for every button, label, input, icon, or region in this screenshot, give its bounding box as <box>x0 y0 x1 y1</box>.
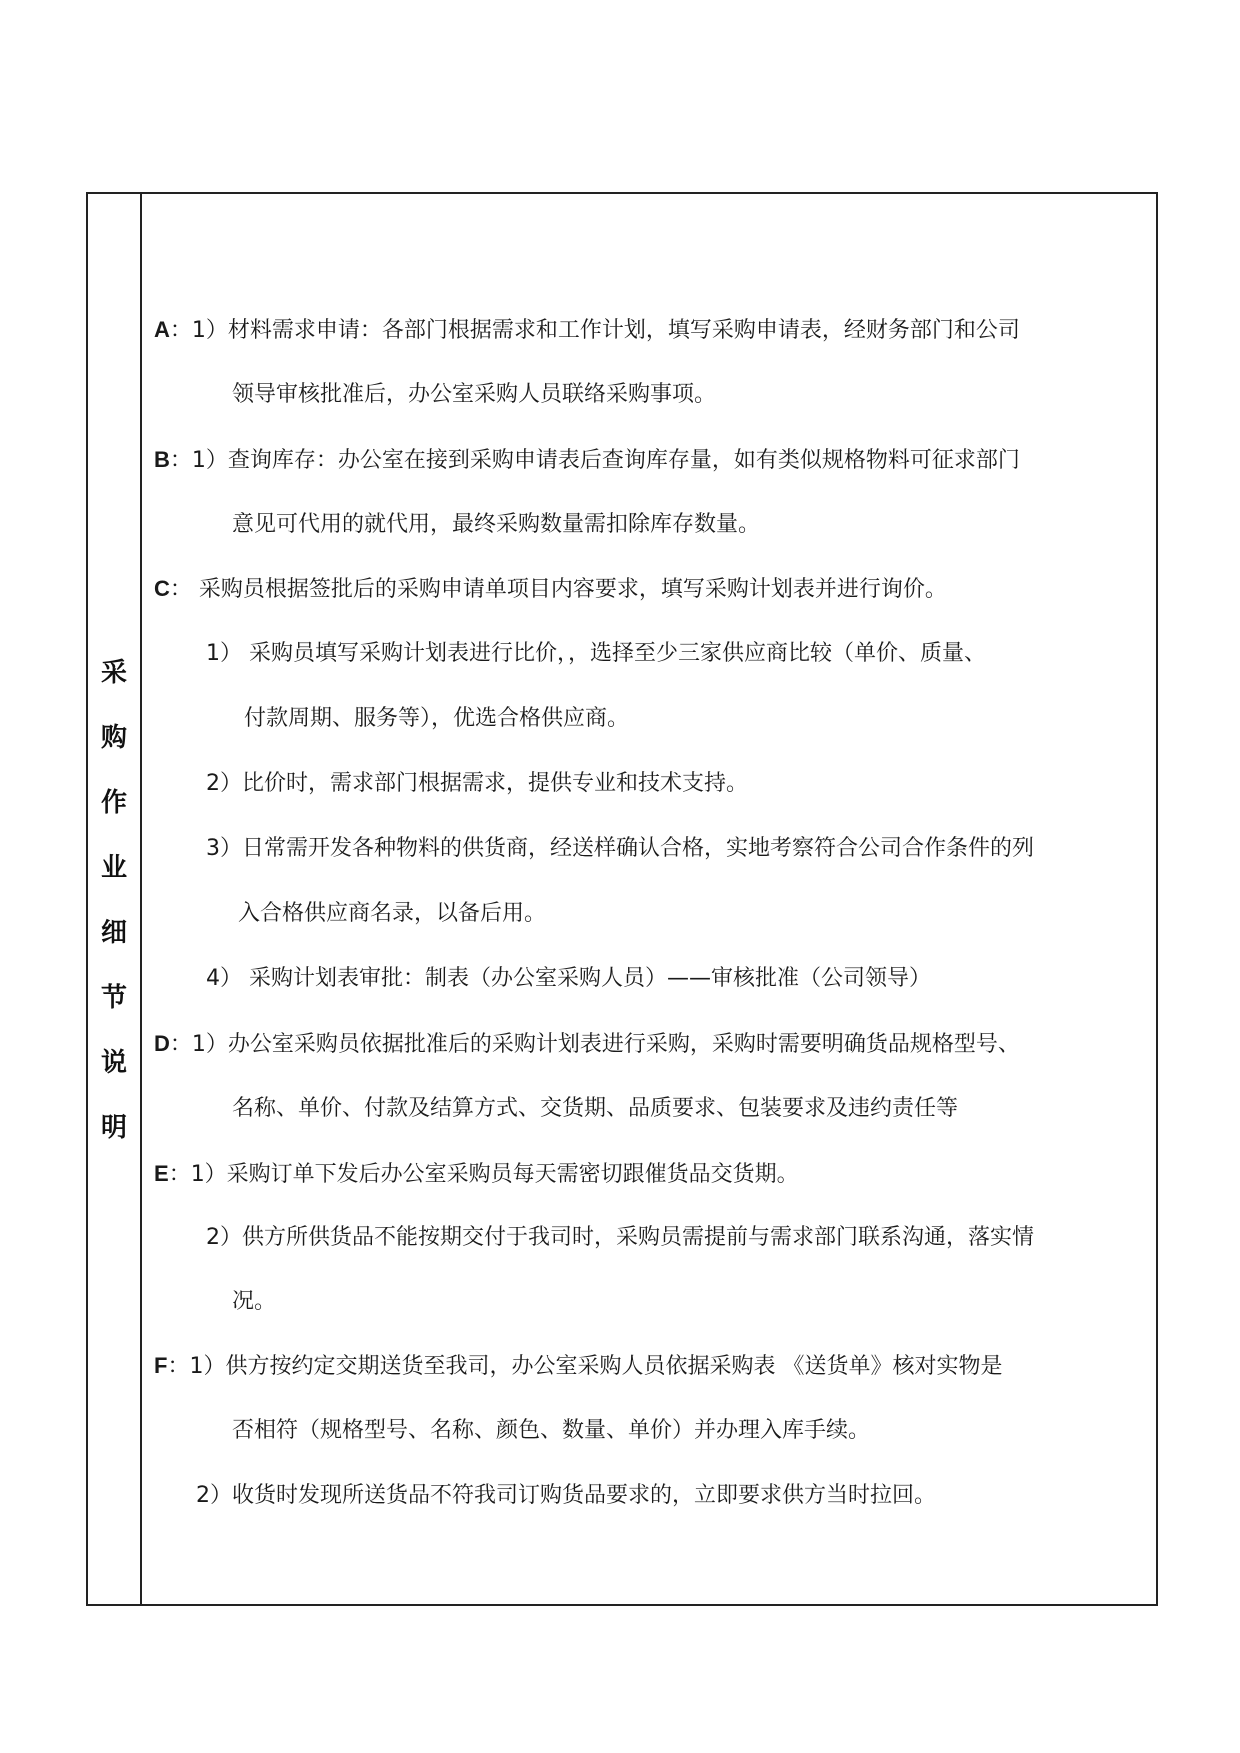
item-text: 况。 <box>232 1289 277 1314</box>
text-line <box>154 574 947 605</box>
text-line <box>206 1223 1034 1253</box>
item-letter: B <box>154 447 170 472</box>
item-text: ：1）材料需求申请：各部门根据需求和工作计划，填写采购申请表，经财务部门和公司 <box>169 318 1020 343</box>
text-line <box>154 1029 1020 1060</box>
item-text: 3）日常需开发各种物料的供货商，经送样确认合格，实地考察符合公司合作条件的列 <box>206 836 1034 861</box>
item-text: 2）收货时发现所送货品不符我司订购货品要求的，立即要求供方当时拉回。 <box>196 1483 936 1508</box>
text-line <box>232 1094 958 1124</box>
section-title-char: 购 <box>100 723 127 753</box>
section-title-char: 采 <box>100 658 127 688</box>
item-text: 否相符（规格型号、名称、颜色、数量、单价）并办理入库手续。 <box>232 1418 871 1443</box>
text-line <box>244 704 629 734</box>
item-text: 付款周期、服务等），优选合格供应商。 <box>244 706 630 731</box>
procurement-detail-table <box>86 192 1158 1606</box>
item-letter: C <box>154 576 170 601</box>
section-title-vertical <box>88 641 140 1161</box>
section-title-char: 明 <box>100 1113 127 1143</box>
text-line <box>206 834 1034 864</box>
text-line <box>238 899 546 929</box>
item-text: ： 采购员根据签批后的采购申请单项目内容要求，填写采购计划表并进行询价。 <box>169 577 947 602</box>
section-title-char: 细 <box>100 918 127 948</box>
text-line <box>154 315 1020 346</box>
item-text: ：1）采购订单下发后办公室采购员每天需密切跟催货品交货期。 <box>168 1162 799 1187</box>
item-text: 4） 采购计划表审批：制表（办公室采购人员）——审核批准（公司领导） <box>206 966 931 991</box>
item-letter: E <box>154 1161 169 1186</box>
item-text: 意见可代用的就代用，最终采购数量需扣除库存数量。 <box>232 512 761 537</box>
item-text: 领导审核批准后，办公室采购人员联络采购事项。 <box>232 382 717 407</box>
item-text: 1） 采购员填写采购计划表进行比价，，选择至少三家供应商比较（单价、质量、 <box>206 641 986 666</box>
item-text: ：1）查询库存：办公室在接到采购申请表后查询库存量，如有类似规格物料可征求部门 <box>169 448 1020 473</box>
item-letter: D <box>154 1031 170 1056</box>
text-line <box>154 1351 1002 1382</box>
text-line <box>232 1416 870 1446</box>
item-text: 2）比价时，需求部门根据需求，提供专业和技术支持。 <box>206 771 748 796</box>
item-text: ：1）办公室采购员依据批准后的采购计划表进行采购，采购时需要明确货品规格型号、 <box>169 1032 1020 1057</box>
item-text: ：1）供方按约定交期送货至我司，办公室采购人员依据采购表 《送货单》核对实物是 <box>167 1354 1003 1379</box>
text-line <box>232 510 760 540</box>
text-line <box>206 639 986 669</box>
item-text: 2）供方所供货品不能按期交付于我司时，采购员需提前与需求部门联系沟通，落实情 <box>206 1225 1034 1250</box>
section-title-char: 业 <box>100 853 127 883</box>
item-letter: A <box>154 317 170 342</box>
section-title-char: 节 <box>100 983 127 1013</box>
text-line <box>206 964 931 994</box>
text-line <box>232 1287 276 1317</box>
column-divider <box>140 194 142 1604</box>
text-line <box>232 380 716 410</box>
item-text: 名称、单价、付款及结算方式、交货期、品质要求、包装要求及违约责任等 <box>232 1096 959 1121</box>
item-letter: F <box>154 1353 168 1378</box>
text-line <box>206 769 748 799</box>
text-line <box>154 1159 799 1190</box>
section-title-char: 作 <box>100 788 127 818</box>
item-text: 入合格供应商名录，以备后用。 <box>238 901 547 926</box>
section-title-char: 说 <box>100 1048 127 1078</box>
text-line <box>196 1481 936 1511</box>
text-line <box>154 445 1020 476</box>
